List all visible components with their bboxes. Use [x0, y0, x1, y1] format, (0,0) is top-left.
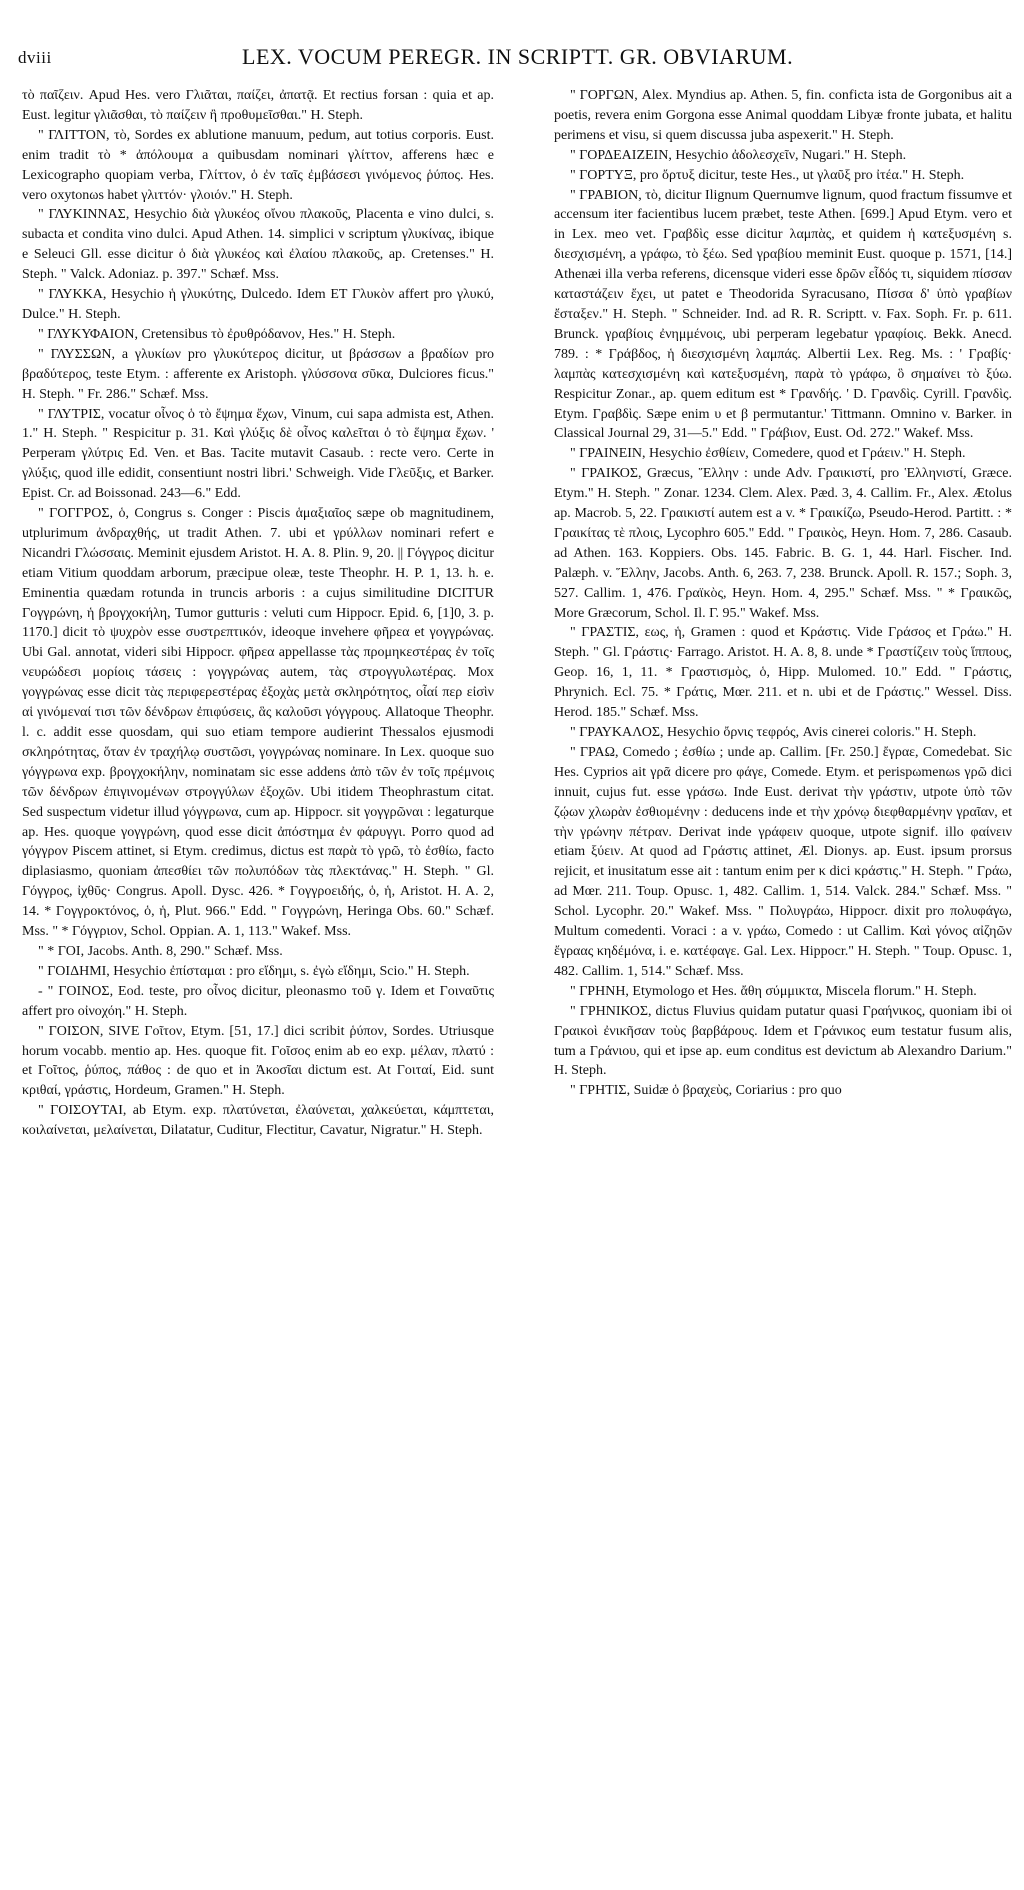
- dictionary-entry: " ΓΛΥΤΡΙΣ, vocatur οἶνος ὁ τὸ ἕψημα ἔχων, Vinum, cui sapa admista est, Athen. 1." H. Steph. " Respicitur p. 31. Καὶ γλύξις δὲ οἶνος καλεῖται ὁ τὸ ἕψημα ἔχων. ' Perperam γλύτρις Ed. Ven. et Bas. Tacite mutavit Casaub. : recte vero. Certe in γλύξις, quod ille edidit, consentiunt nostri libri.' Schweigh. Vide Γλεῦξις, et Barker. Epist. Cr. ad Boissonad. 243—6." Edd.: [22, 406, 494, 502]
- dictionary-entry: " ΓΡΑΙΚΟΣ, Græcus, Ἕλλην : unde Adv. Γραικιστί, pro Ἑλληνιστί, Græce. Etym." H. Steph. " Zonar. 1234. Clem. Alex. Pæd. 3, 4. Callim. Fr., Alex. Ætolus ap. Macrob. 5, 22. Γραικιστί autem est a v. * Γραικίζω, Pseudo-Herod. Partitt. : * Γραικίτας τὲ πλοις, Lycophro 605." Edd. " Γραικὸς, Heyn. Hom. 7, 286. Casaub. ad Athen. 163. Koppiers. Obs. 145. Fabric. B. G. 1, 44. Harl. Fischer. Ind. Palæph. v. Ἕλλην, Jacobs. Anth. 6, 263. 7, 238. Brunck. Apoll. R. 157.; Soph. 3, 527. Callim. 1, 476. Γραϊκὸς, Heyn. Hom. 4, 295." Schæf. Mss. " * Γραικῶς, More Græcorum, Schol. Il. Γ. 95." Wakef. Mss.: [554, 466, 1012, 621]
- dictionary-entry: " ΓΡΗΤΙΣ, Suidæ ὁ βραχεὺς, Coriarius : pro quo: [570, 1083, 842, 1099]
- left-column: [22, 86, 494, 1876]
- dictionary-entry: " ΓΡΑΩ, Comedo ; ἐσθίω ; unde ap. Callim. [Fr. 250.] ἔγραε, Comedebat. Sic Hes. Cyprios ait γρᾶ dicere pro φάγε, Comede. Etym. et perispωmenωs γρῶ dici innuit, cujus fut. esse γράσω. Inde Eust. derivat τὴν γράστιν, utpote ὑπὸ τῶν ζῴων χλωρὰν ἐσθιομένην : deducens inde et τὴν χρόνῳ διεφθαρμένην γραῖαν, et τὴν γρώνην πέτραν. Derivat inde γράφειν quoque, utpote signif. illo φαίνειν etiam ξύειν. At quod ad Γράστις attinet, Æl. Dionys. ap. Eust. ipsum prorsus rejicit, et inusitatum esse ait : tantum enim per κ dici κράστις." H. Steph. " Γράω, ad Mœr. 211. Toup. Opusc. 1, 482. Callim. 1, 514. Valck. 284." Schæf. Mss. " Schol. Lycophr. 20." Wakef. Mss. " Πολυγράω, Hippocr. dixit pro πολυφάγω, Multum comedenti. Voraci : a v. γράω, Comedo : ut Callim. Καὶ γόνος αἰζηῶν ἔγραας κηδέμόνα, i. e. κατέφαγε. Gal. Lex. Hippocr." H. Steph. " Toup. Opusc. 1, 482. Callim. 1, 514." Schæf. Mss.: [554, 744, 1012, 979]
- dictionary-entry: " ΓΛΥΚΚΑ, Hesychio ἡ γλυκύτης, Dulcedo. Idem ET Γλυκὸν affert pro γλυκύ, Dulce." H. Steph.: [22, 287, 494, 322]
- running-title: LEX. VOCUM PEREGR. IN SCRIPTT. GR. OBVIARUM.: [242, 44, 794, 69]
- dictionary-entry: " ΓΟΙΣΟΥΤΑΙ, ab Etym. exp. πλατύνεται, ἐλαύνεται, χαλκεύεται, κάμπτεται, κοιλαίνεται, μελαίνεται, Dilatatur, Cuditur, Flectitur, Cavatur, Nigratur." H. Steph.: [22, 1103, 494, 1139]
- dictionary-entry: " ΓΛΥΚΙΝΝΑΣ, Hesychio διὰ γλυκέος οἴνου πλακοῦς, Placenta e vino dulci, s. subacta et condita vino dulci. Apud Athen. 14. simplici ν scriptum γλυκίνας, ibique e Seleuci Gll. esse dicitur ὁ διὰ γλυκέος καὶ ἐλαίου πλακοῦς, ap. Cretenses." H. Steph. " Valck. Adoniaz. p. 397." Schæf. Mss.: [22, 207, 494, 283]
- dictionary-entry: " ΓΛΥΣΣΩΝ, a γλυκίων pro γλυκύτερος dicitur, ut βράσσων a βραδίων pro βραδύτερος, teste Etym. : afferente ex Aristoph. γλύσσονα σῦκα, Dulciores ficus." H. Steph. " Fr. 286." Schæf. Mss.: [22, 346, 494, 402]
- dictionary-entry: " ΓΡΑΙΝΕΙΝ, Hesychio ἐσθίειν, Comedere, quod et Γράειν." H. Steph.: [570, 446, 966, 462]
- right-column: [554, 86, 1012, 1876]
- dictionary-entry: " ΓΛΙΤΤΟΝ, τὸ, Sordes ex ablutione manuum, pedum, aut totius corporis. Eust. enim tradit τὸ * ἀπόλουμα a quibusdam nominari γλίττον, afferens hæc e Lexicographo quopiam verba, Γλίττον, ὁ ἐν ταῖς ἐμβάσεσι γινόμενος ῥύπος. Hes. vero oxytonωs habet γλιττόν· γλοιόν." H. Steph.: [22, 127, 494, 203]
- dictionary-entry: " ΓΛΥΚΥΦΑΙΟΝ, Cretensibus τὸ ἐρυθρόδανον, Hes." H. Steph.: [38, 326, 396, 342]
- dictionary-entry: " ΓΡΗΝΗ, Etymologo et Hes. ἄθη σύμμικτα, Miscela florum." H. Steph.: [570, 983, 977, 999]
- page-number: dviii: [18, 48, 52, 67]
- dictionary-entry: " ΓΟΡΤΥΞ, pro ὄρτυξ dicitur, teste Hes., ut γλαῦξ pro ἰτέα." H. Steph.: [570, 167, 965, 183]
- dictionary-entry: - " ΓΟΙΝΟΣ, Eod. teste, pro οἶνος dicitur, pleonasmo τοῦ γ. Idem et Γοιναῦτις affert pro οἰνοχόη." H. Steph.: [22, 983, 494, 1019]
- dictionary-entry: τὸ παῖζειν. Apud Hes. vero Γλιᾶται, παίζει, ἀπατᾷ. Et rectius forsan : quia et ap. Eust. legitur γλιᾶσθαι, τὸ παίζειν ἢ προθυμεῖσθαι." H. Steph.: [22, 88, 494, 123]
- dictionary-entry: " * ΓΟΙ, Jacobs. Anth. 8, 290." Schæf. Mss.: [38, 943, 283, 959]
- dictionary-entry: " ΓΟΙΔΗΜΙ, Hesychio ἐπίσταμαι : pro εἴδημι, s. ἐγὼ εἴδημι, Scio." H. Steph.: [38, 963, 470, 979]
- dictionary-entry: " ΓΡΑΣΤΙΣ, εως, ἡ, Gramen : quod et Κράστις. Vide Γράσος et Γράω." H. Steph. " Gl. Γράστις· Farrago. Aristot. H. A. 8, 8. unde * Γραστίζειν τοὺς ἵππους, Geop. 16, 1, 11. * Γραστισμὸς, ὁ, Hipp. Mulomed. 10." Edd. " Γράστις, Phrynich. Ecl. 75. * Γράτις, Mœr. 211. et n. ubi et de Γράστις." Wessel. Diss. Herod. 185." Schæf. Mss.: [554, 625, 1012, 721]
- running-header: [18, 44, 1006, 74]
- dictionary-entry: " ΓΟΓΓΡΟΣ, ὁ, Congrus s. Conger : Piscis ἁμαξιαῖος sæpe ob magnitudinem, utplurimum ἀνδραχθής, ut tradit Athen. 7. ubi et γρύλλων nominari refert e Nicandri Γλώσσαις. Meminit ejusdem Aristot. H. A. 8. Plin. 9, 20. || Γόγγρος dicitur etiam Vitium quoddam arborum, præcipue oleæ, teste Theophr. H. P. 1, 13. h. e. Eminentia quædam rotunda in truncis arboris : a cujus similitudine DICITUR Γογγρώνη, ἡ βρογχοκήλη, Tumor gutturis : veluti cum Hippocr. Epid. 6, [1]0, 3. p. 1170.] dicit τὸ ψυχρὸν esse συστρεπτικόν, ideoque invehere φῆρεα et γογγρώνας. Ubi Gal. annotat, videri sibi Hippocr. φῆρεα appellasse τὰς προμηκεστέρας ἐν τοῖς νευρώδεσι μορίοις τάσεις : γογγρώνας autem, τὰς στρογγυλωτέρας. Mox γογγρώνας esse dicit τὰς περιφερεστέρας ἐξοχὰς μετὰ σκληρότητος, οἷαί περ εἰσὶν αἱ γινόμεναί τισι τῶν δένδρων ἐπιφύσεις, ἃς καλοῦσι γόγγρους. Allatoque Theophr. l. c. addit esse quosdam, qui suo etiam tempore audierint Thessalos ejusmodi σκληρότητας, ὅταν ἐν τραχήλῳ συστῶσι, γογγρώνας nominare. In Lex. quoque suo γόγγρωνα exp. βρογχοκήλην, nominatam sic esse addens ἀπὸ τῶν ἐν τοῖς πρέμνοις τῶν δένδρων ἐπιγινομένων στρογγύλων ἐξοχῶν. Ubi itidem Theophrastum citat. Sed suspectum videtur illud γόγγρωνα, cum ap. Hippocr. sit γογγρῶναι : legaturque ap. Hes. quoque γογγρώνη, quod esse dicit ἀπόστημα ἐν φάρυγγι. Porro quod ad γόγγρον Piscem attinet, si Etym. credimus, dictus est παρὰ τὸ γρῶ, τὸ ἐσθίω, facto diplasiasmo, quoniam ἀπεσθίει τῶν πολυπόδων τὰς πλεκτάνας." H. Steph. " Gl. Γόγγρος, ἰχθῦς· Congrus. Apoll. Dysc. 426. * Γογγροειδής, ὁ, ἡ, Aristot. H. A. 2, 14. * Γογγροκτόνος, ὁ, ἡ, Plut. 966." Edd. " Γογγρώνη, Heringa Obs. 60." Schæf. Mss. " * Γόγγριον, Schol. Oppian. A. 1, 113." Wakef. Mss.: [22, 506, 494, 940]
- dictionary-entry: " ΓΟΙΣΟΝ, SIVE Γοῖτον, Etym. [51, 17.] dici scribit ῥύπον, Sordes. Utriusque horum vocabb. mentio ap. Hes. quoque fit. Γοῖσος enim ab eo exp. μέλαν, πλατύ : et Γοῖτος, ῥύπος, πάθος : de quo et in Ἀκοσῖαι dictum est. At Γοιταί, Eid. sunt κριθαί, γράστις, Hordeum, Gramen." H. Steph.: [22, 1023, 494, 1099]
- dictionary-entry: " ΓΟΡΔΕΑΙΖΕΙΝ, Hesychio ἀδολεσχεῖν, Nugari." H. Steph.: [570, 147, 907, 163]
- dictionary-entry: " ΓΡΑΒΙΟΝ, τὸ, dicitur Ilignum Quernumve lignum, quod fractum fissumve et accensum iter facientibus lucem præbet, teste Athen. [699.] Apud Etym. vero et in Lex. meo vet. Γραβδὶς esse dicitur λαμπὰς, et quidem ἡ κατεξυσμένη s. διεσχισμένη, a γράφω, τὸ ξέω. Sed γραβίου meminit Eust. quoque p. 1571, [14.] Athenæi illa verba referens, dicensque videri esse δρῶν εἶδός τι, siquidem πίσσαν καταστάζειν ἔχει, ut patet e Theodorida Syracusano, Πίσσα δ' ὑπὸ γραβίων ἔσταξεν." H. Steph. " Schneider. Ind. ad R. R. Scriptt. v. Fax. Soph. Fr. p. 611. Brunck. γραβίοις ἐνημμένοις, ubi perperam legebatur γραφίοις. Bekk. Anecd. 789. : * Γράβδος, ἡ διεσχισμένη λαμπάς. Albertii Lex. Reg. Ms. : ' Γραβίς· λαμπὰς κατεσχισμένη καὶ κατεξυσμένη, παρὰ τὸ γράφω, ὃ σημαίνει τὸ ξύω. Respicitur Zonar., ap. quem editum est * Γρανδής. ' D. Γρανδὶς. Cyrill. Γρανδὶς. Etym. Γραβδὶς. Sæpe enim υ et β permutantur.' Tittmann. Omnino v. Barker. in Classical Journal 29, 31—5." Edd. " Γράβιον, Eust. Od. 272." Wakef. Mss.: [554, 187, 1012, 442]
- dictionary-entry: " ΓΡΗΝΙΚΟΣ, dictus Fluvius quidam putatur quasi Γραήνικος, quoniam ibi οἱ Γραικοὶ ἐνικῆσαν τοὺς βαρβάρους. Idem et Γράνικος eum testatur fusum alis, tum a Γράνιου, qui et ipse ap. eum conditus est devictum ab Alexandro Darium." H. Steph.: [554, 1003, 1012, 1079]
- dictionary-entry: " ΓΡΑΥΚΑΛΟΣ, Hesychio ὄρνις τεφρός, Avis cinerei coloris." H. Steph.: [570, 725, 977, 740]
- dictionary-entry: " ΓΟΡΓΩΝ, Alex. Myndius ap. Athen. 5, fin. conficta ista de Gorgonibus ait a poetis, revera enim Gorgona esse Animal quoddam Libyæ fronte jubata, et halitu perimens et visu, si quem discussa juba aspexerit." H. Steph.: [554, 88, 1012, 143]
